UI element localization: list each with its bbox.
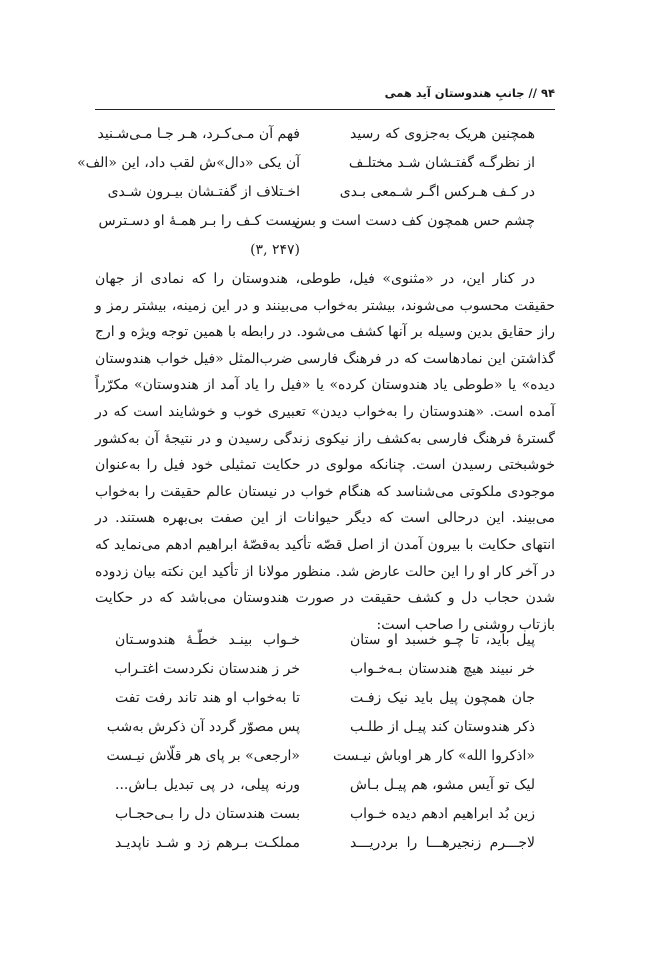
hemistich-first: زین بُد ابراهیم ادهم دیده خـواب (350, 806, 535, 822)
hemistich-second: ورنه پیلی، در پی تبدیل بـاش... (115, 777, 300, 793)
hemistich-first: چشم حس همچون کف دست است و بس (294, 213, 535, 229)
hemistich-first: ذکر هندوستان کند پیـل از طلـب (350, 719, 535, 735)
hemistich-first: در کـف هـرکس اگـر شـمعی بـدی (339, 184, 535, 200)
couplet (95, 684, 555, 713)
hemistich-second: «ارجعی» بر پای هر قلّاش نیـست (106, 748, 300, 764)
hemistich-second: خر ز هندستان نکردست اغتـراب (114, 661, 300, 677)
hemistich-second: تا به‌خواب او هند تاند رفت تفت (115, 690, 300, 706)
hemistich-second: نیست کـف را بـر همـهٔ او دسـترس (98, 213, 300, 229)
couplet (95, 829, 555, 858)
page-number: ۹۴ (540, 86, 555, 100)
couplet (95, 626, 555, 655)
hemistich-first: خر نبیند هیچ هندستان بـه‌خـواب (350, 661, 535, 677)
couplet (95, 771, 555, 800)
running-header (95, 86, 555, 100)
hemistich-first: از نظرگـه گفتـشان شـد مختلـف (348, 155, 535, 171)
hemistich-second: پس مصوّر گردد آن ذکرش به‌شب (106, 719, 300, 735)
header-rule (95, 109, 555, 110)
couplet (95, 800, 555, 829)
couplet (95, 655, 555, 684)
couplet (95, 742, 555, 771)
hemistich-second: اخـتلاف از گفتـشان بیـرون شـدی (107, 184, 300, 200)
verses-bottom (95, 626, 555, 858)
hemistich-second: خـواب بینـد خطّـهٔ هندوسـتان (115, 632, 300, 648)
hemistich-first: همچنین هریک به‌جزوی که رسید (350, 126, 535, 142)
hemistich-second: فهم آن مـی‌کـرد، هـر جـا مـی‌شـنید (97, 126, 300, 142)
hemistich-first: «اذکروا الله» کار هر اوباش نیـست (332, 748, 535, 764)
couplet (77, 149, 555, 178)
couplet (95, 178, 555, 207)
hemistich-first: لاجـــرم زنجیرهـــا را بردریـــد (350, 835, 535, 851)
body-paragraph (95, 266, 555, 638)
chapter-title: جانبِ هندوستان آید همی (384, 86, 525, 100)
paragraph-text: در کنار این، در «مثنوی» فیل، طوطی، هندوستان را که نمادی از جهان حقیقت محسوب می‌شوند، بیشتر به‌خواب می‌بینند و در این زمینه، بیشتر رمز و راز حقایق بدین وسیله بر آنها کشف می‌شود. در رابطه با همین توجه ویژه و ارج گذاشتن این نمادهاست که در فرهنگ فارسی ضرب‌المثل «فیل خواب هندوستان دیده» یا «طوطی یاد هندوستان کرده» یا «فیل را یاد آمد از هندوستان» مکرّراً آمده است. «هندوستان را به‌خواب دیدن» تعبیری خوب و خوشایند است که در گسترهٔ فرهنگ فارسی به‌کشف راز نیکوی زندگی رسیدن و در نتیجهٔ آن به‌کشور خوشبختی رسیدن است. چنانکه مولوی در حکایت تمثیلی خود فیل را به‌عنوان موجودی ملکوتی می‌شناسد که هنگام خواب در نیستان عالم حقیقت را به‌خواب می‌بیند. این درحالی است که دیگر حیوانات از این صفت بی‌بهره هستند. در انتهای حکایت با بیرون آمدن از اصل قصّه تأکید به‌قصّهٔ ابراهیم ادهم می‌نماید که در آخر کار او را این حالت عارض شد. منظور مولانا از تأکید این نکته بیان زدوده شدن حجاب دل و کشف حقیقت در صورت هندوستان می‌باشد که در حکایت بازتاب روشنی را صاحب است: (95, 271, 555, 633)
hemistich-first: لیک تو آیس مشو، هم پیـل بـاش (349, 777, 535, 793)
citation-reference: (۲۴۷ ,۳) (250, 242, 300, 258)
hemistich-first: جان همچون پیل باید نیک زفـت (350, 690, 535, 706)
hemistich-second: مملکـت بـرهم زد و شـد ناپدیـد (115, 835, 300, 851)
couplet (95, 120, 555, 149)
verses-top (77, 120, 555, 258)
header-separator: // (528, 86, 537, 100)
hemistich-first: پیل باید، تا چـو خسبد او ستان (350, 632, 535, 648)
hemistich-second: آن یکی «دال»ش لقب داد، این «الف» (77, 155, 300, 171)
hemistich-second: بست هندستان دل را بـی‌حجـاب (115, 806, 300, 822)
couplet (95, 207, 555, 236)
couplet (95, 713, 555, 742)
